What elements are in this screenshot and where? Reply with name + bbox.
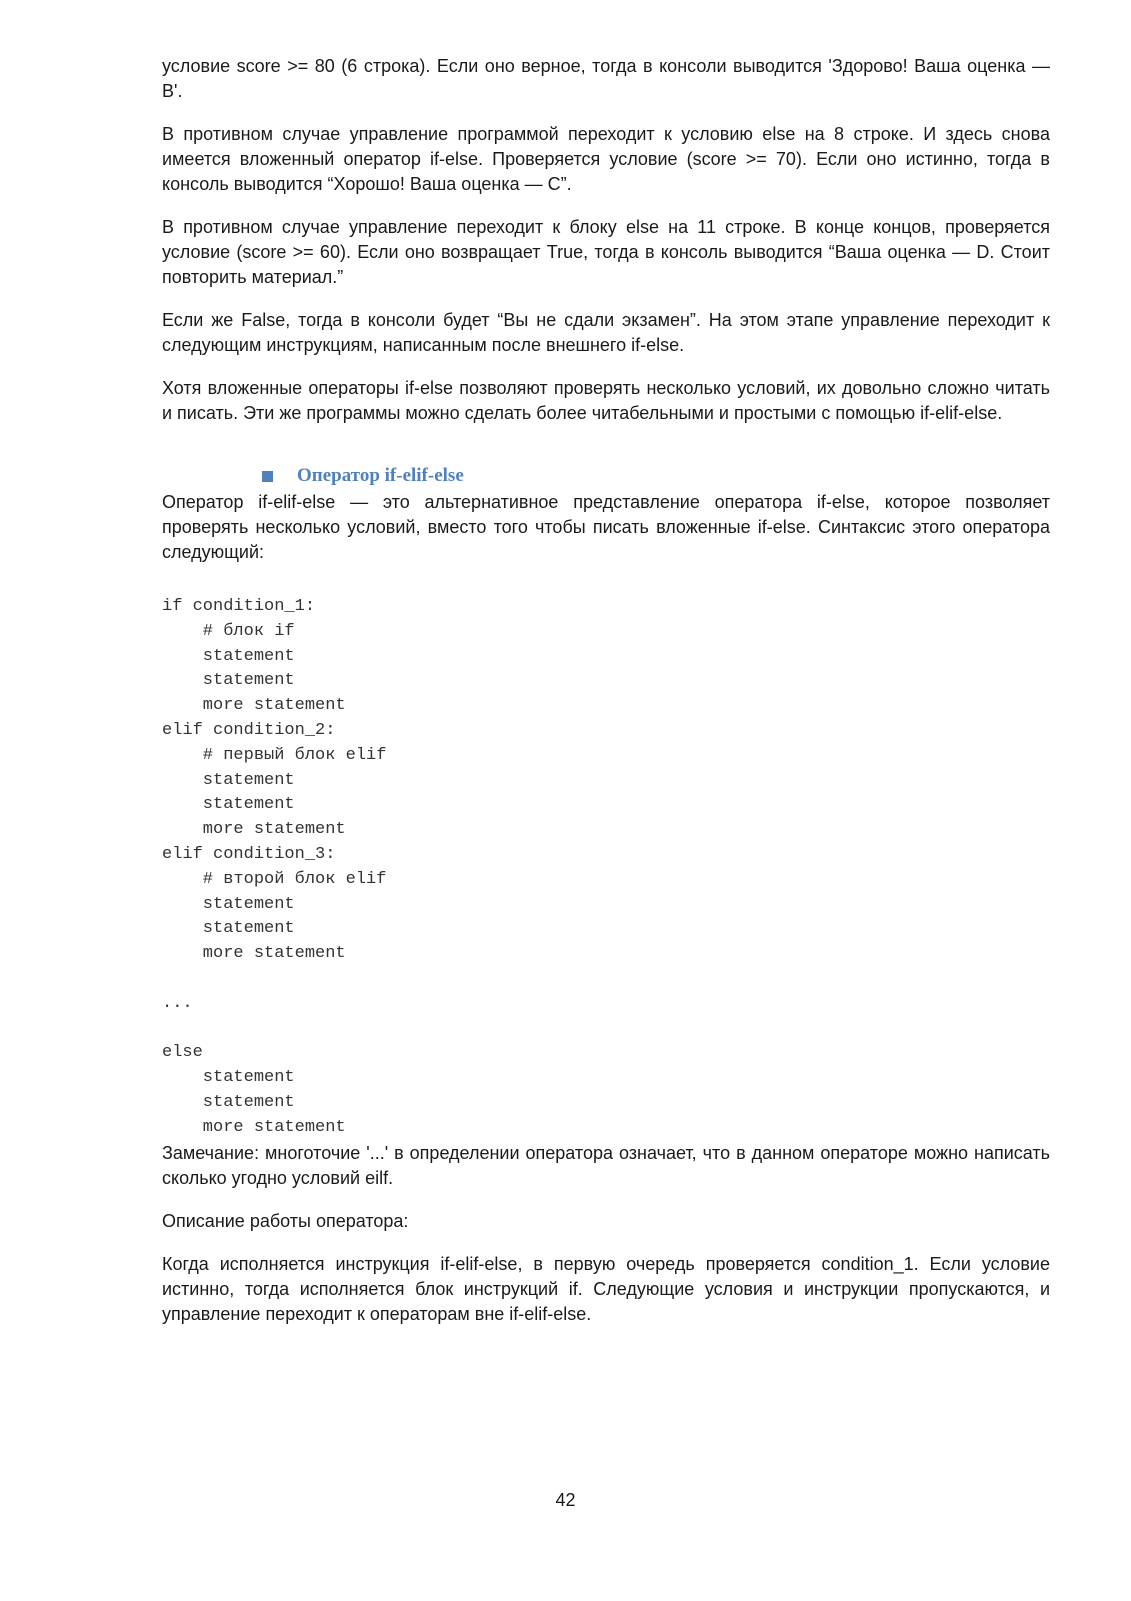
page-content [162, 54, 1050, 1345]
paragraph: Описание работы оператора: [162, 1210, 409, 1231]
paragraph: В противном случае управление переходит к блоку else на 11 строке. В конце концов, проверяется условие (score >= 60). Если оно возвращает True, тогда в консоль выводится “Ваша оценка — D. Стоит повторить материал.” [162, 217, 1050, 287]
code-block: if condition_1: # блок if statement statement more statement elif condition_2: # первый блок elif statement statement more statement elif condition_3: # второй блок elif statement statement more statement ... else statement statement more statement [162, 597, 387, 1137]
paragraph: Когда исполняется инструкция if-elif-else, в первую очередь проверяется condition_1. Если условие истинно, тогда исполняется блок инструкций if. Следующие условия и инструкции пропускаются, и управление переходит к операторам вне if-elif-else. [162, 1253, 1050, 1324]
paragraph: Хотя вложенные операторы if-else позволяют проверять несколько условий, их довольно сложно читать и писать. Эти же программы можно сделать более читабельными и простыми с помощью if-elif-else. [162, 378, 1050, 423]
section-intro: Оператор if-elif-else — это альтернативное представление оператора if-else, которое позволяет проверять несколько условий, вместо того чтобы писать вложенные if-else. Синтаксис этого оператора следующий: [162, 492, 1050, 562]
paragraph: условие score >= 80 (6 строка). Если оно верное, тогда в консоли выводится 'Здорово! Ваша оценка — B'. [162, 56, 1050, 101]
note-paragraph: Замечание: многоточие '...' в определении оператора означает, что в данном операторе можно написать сколько угодно условий eilf. [162, 1142, 1050, 1188]
section-heading [262, 462, 1050, 490]
section-heading-text: Оператор if-elif-else [297, 465, 464, 486]
page-number: 42 [555, 1490, 576, 1510]
paragraph: Если же False, тогда в консоли будет “Вы не сдали экзамен”. На этом этапе управление переходит к следующим инструкциям, написанным после внешнего if-else. [162, 310, 1050, 355]
paragraph: В противном случае управление программой переходит к условию else на 8 строке. И здесь снова имеется вложенный оператор if-else. Проверяется условие (score >= 70). Если оно истинно, тогда в консоль выводится “Хорошо! Ваша оценка — C”. [162, 124, 1050, 194]
square-bullet-icon [262, 471, 273, 482]
